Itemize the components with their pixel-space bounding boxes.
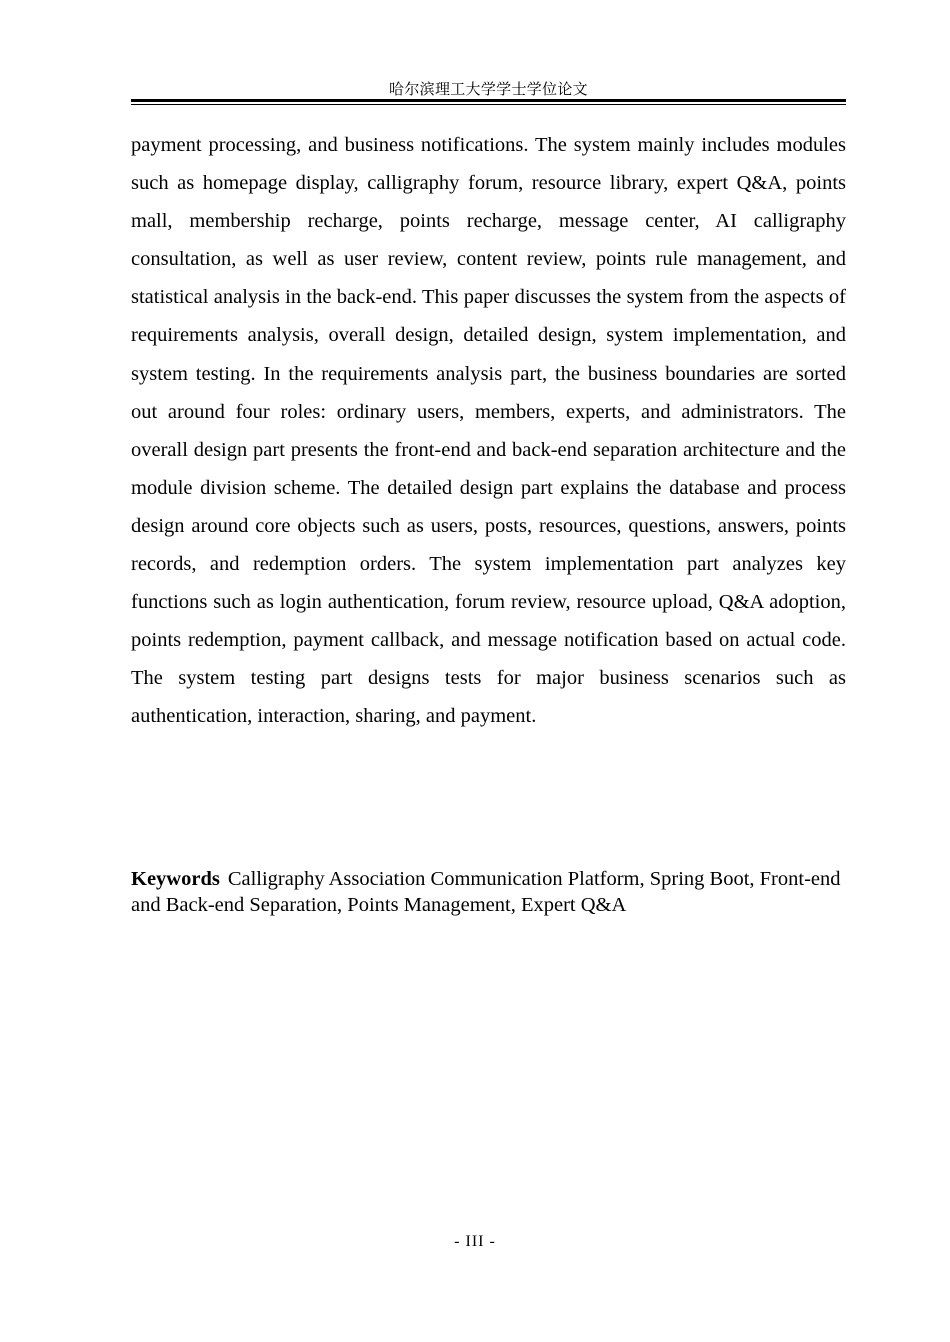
keywords-label: Keywords: [131, 868, 220, 890]
keywords-text: Calligraphy Association Communication Platform, Spring Boot, Front-end and Back-end Separation, Points Management, Expert Q&A: [131, 868, 841, 916]
keywords-line: [131, 866, 846, 918]
header-rule-thin: [131, 104, 846, 105]
page-number: - III -: [454, 1233, 496, 1250]
abstract-paragraph: payment processing, and business notifications. The system mainly includes modules such as homepage display, calligraphy forum, resource library, expert Q&A, points mall, membership recharge, points recharge, message center, AI calligraphy consultation, as well as user review, content review, points rule management, and statistical analysis in the back-end. This paper discusses the system from the aspects of requirements analysis, overall design, detailed design, system implementation, and system testing. In the requirements analysis part, the business boundaries are sorted out around four roles: ordinary users, members, experts, and administrators. The overall design part presents the front-end and back-end separation architecture and the module division scheme. The detailed design part explains the database and process design around core objects such as users, posts, resources, questions, answers, points records, and redemption orders. The system implementation part analyzes key functions such as login authentication, forum review, resource upload, Q&A adoption, points redemption, payment callback, and message notification based on actual code. The system testing part designs tests for major business scenarios such as authentication, interaction, sharing, and payment.: [131, 134, 846, 728]
header-rule-thick: [131, 99, 846, 102]
running-header: 哈尔滨理工大学学士学位论文: [389, 80, 588, 98]
